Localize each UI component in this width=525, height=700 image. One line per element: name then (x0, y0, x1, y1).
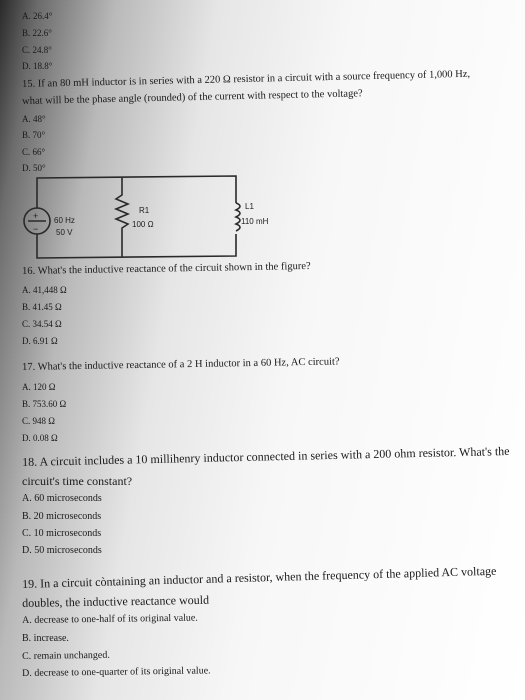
q16-option-d: D. 6.91 Ω (22, 336, 58, 346)
q16-option-b: B. 41.45 Ω (22, 302, 62, 312)
q16-option-a: A. 41,448 Ω (22, 285, 67, 295)
q14-option-c: C. 24.8° (22, 45, 52, 55)
resistor-symbol (116, 177, 128, 257)
source-plus-label: + (33, 211, 39, 221)
source-voltage-label: 50 V (56, 228, 73, 237)
q19-text-line2: doubles, the inductive reactance would (22, 592, 210, 610)
circuit-top-wire (37, 176, 236, 208)
q19-option-b: B. increase. (22, 633, 69, 644)
q18-option-d: D. 50 microseconds (22, 545, 102, 556)
q18-text-line2: circuit's time constant? (22, 474, 133, 488)
q19-option-d: D. decrease to one-quarter of its original value. (22, 665, 211, 679)
resistor-value-label: 100 Ω (132, 220, 154, 229)
q19-option-a: A. decrease to one-half of its original value. (22, 612, 198, 626)
q17-option-a: A. 120 Ω (22, 382, 56, 392)
q14-option-a: A. 26.4° (22, 11, 53, 21)
q15-option-a: A. 48° (22, 114, 46, 124)
q19-option-c: C. remain unchanged. (22, 649, 110, 662)
inductor-symbol (236, 203, 240, 231)
resistor-name-label: R1 (139, 206, 150, 215)
inductor-name-label: L1 (245, 202, 254, 211)
q19-text-line1: 19. In a circuit còntaining an inductor and a resistor, when the frequency of the applied AC voltage (22, 563, 497, 591)
q15-text-line1: 15. If an 80 mH inductor is in series with a 220 Ω resistor in a circuit with a source frequency of 1,000 Hz, (22, 68, 471, 90)
q14-option-b: B. 22.6° (22, 28, 52, 38)
q17-option-c: C. 948 Ω (22, 416, 55, 426)
q17-text: 17. What's the inductive reactance of a 2 H inductor in a 60 Hz, AC circuit? (22, 356, 340, 373)
circuit-bottom-wire (37, 234, 236, 258)
q14-option-d: D. 18.8° (22, 61, 53, 71)
source-frequency-label: 60 Hz (54, 216, 75, 225)
q18-option-c: C. 10 microseconds (22, 528, 102, 539)
q15-option-d: D. 50° (22, 163, 46, 173)
q17-option-d: D. 0.08 Ω (22, 433, 58, 443)
q16-option-c: C. 34.54 Ω (22, 319, 62, 329)
q18-option-b: B. 20 microseconds (22, 511, 102, 522)
q16-text: 16. What's the inductive reactance of the circuit shown in the figure? (22, 260, 311, 277)
q15-option-c: C. 66° (22, 147, 46, 157)
q15-text-line2: what will be the phase angle (rounded) of the current with respect to the voltage? (22, 88, 363, 107)
q15-option-b: B. 70° (22, 130, 46, 140)
source-minus-label: − (33, 224, 39, 234)
q17-option-b: B. 753.60 Ω (22, 399, 67, 409)
q18-text-line1: 18. A circuit includes a 10 millihenry inductor connected in series with a 200 ohm resistor. What's the (22, 443, 510, 469)
inductor-value-label: 110 mH (241, 217, 269, 226)
q18-option-a: A. 60 microseconds (22, 493, 102, 504)
